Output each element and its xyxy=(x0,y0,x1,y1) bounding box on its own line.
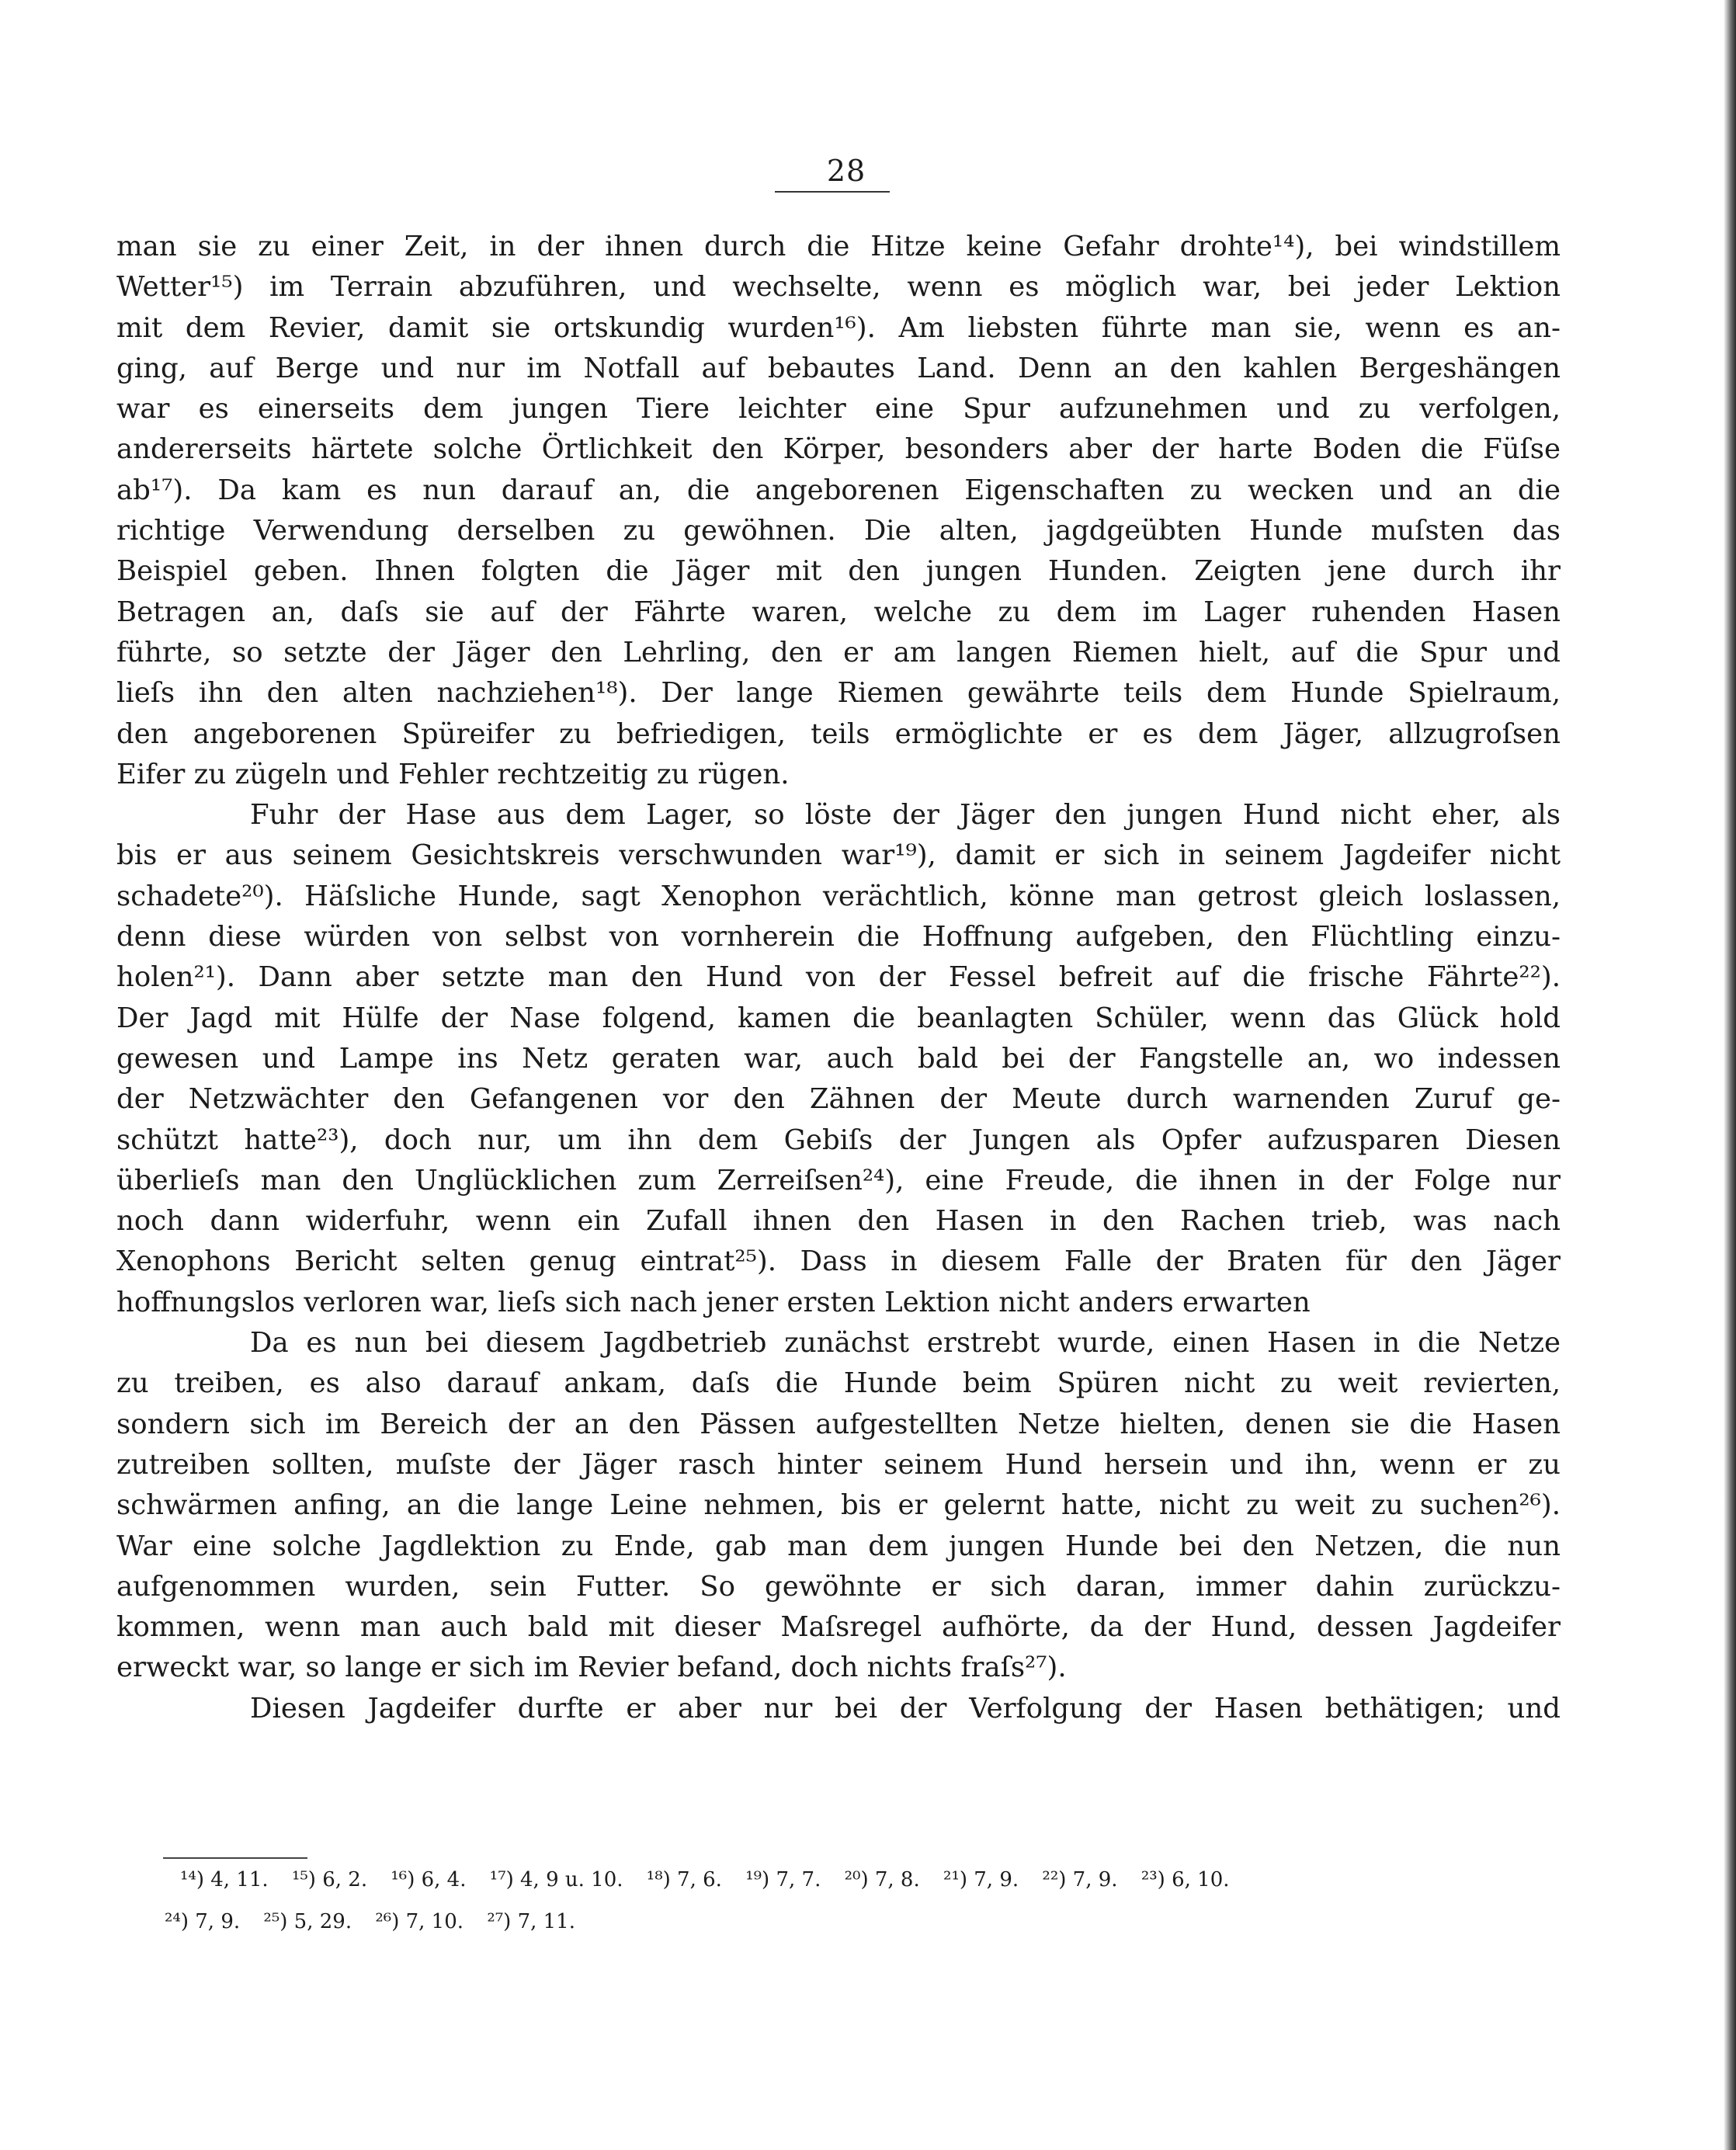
footnotes xyxy=(165,1859,1561,1943)
footnote: ¹⁴) 4, 11. xyxy=(180,1868,269,1891)
text-line: Diesen Jagdeifer durfte er aber nur bei der Verfolgung der Hasen bethätigen; und xyxy=(250,1692,1561,1725)
text-line: zu treiben, es also darauf ankam, daſs die Hunde beim Spüren nicht zu weit revierten, xyxy=(116,1367,1561,1400)
footnote: ²⁰) 7, 8. xyxy=(844,1868,920,1891)
text-line: den angeborenen Spüreifer zu befriedigen, teils ermöglichte er es dem Jäger, allzugroſsen xyxy=(116,717,1561,750)
text-line: überlieſs man den Unglücklichen zum Zerreiſsen²⁴), eine Freude, die ihnen in der Folge nur xyxy=(116,1164,1561,1197)
text-line: Wetter¹⁵) im Terrain abzuführen, und wechselte, wenn es möglich war, bei jeder Lektion xyxy=(116,271,1561,304)
text-line: schwärmen anfing, an die lange Leine nehmen, bis er gelernt hatte, nicht zu weit zu suchen²⁶). xyxy=(116,1489,1561,1522)
footnote: ¹⁸) 7, 6. xyxy=(646,1868,722,1891)
text-line: hoffnungslos verloren war, lieſs sich nach jener ersten Lektion nicht anders erwarten xyxy=(116,1286,1311,1318)
footnote: ²⁶) 7, 10. xyxy=(375,1910,464,1933)
footnote: ¹⁹) 7, 7. xyxy=(745,1868,821,1891)
text-line: erweckt war, so lange er sich im Revier befand, doch nichts fraſs²⁷). xyxy=(116,1652,1067,1684)
footnote: ¹⁵) 6, 2. xyxy=(291,1868,368,1891)
text-line: Da es nun bei diesem Jagdbetrieb zunächst erstrebt wurde, einen Hasen in die Netze xyxy=(250,1327,1561,1360)
text-line: aufgenommen wurden, sein Futter. So gewöhnte er sich daran, immer dahin zurückzu- xyxy=(116,1570,1561,1603)
footnote: ¹⁶) 6, 4. xyxy=(391,1868,467,1891)
text-line: holen²¹). Dann aber setzte man den Hund von der Fessel befreit auf die frische Fährte²²). xyxy=(116,961,1561,994)
text-line: Fuhr der Hase aus dem Lager, so löste der Jäger den jungen Hund nicht eher, als xyxy=(250,799,1561,832)
footnote: ²⁵) 5, 29. xyxy=(263,1910,352,1933)
footnote-line xyxy=(180,1859,1561,1901)
text-line: sondern sich im Bereich der an den Pässen aufgestellten Netze hielten, denen sie die Hasen xyxy=(116,1408,1561,1440)
text-line: führte, so setzte der Jäger den Lehrling, den er am langen Riemen hielt, auf die Spur und xyxy=(116,636,1561,669)
text-line: zutreiben sollten, muſste der Jäger rasch hinter seinem Hund hersein und ihn, wenn er zu xyxy=(116,1448,1561,1481)
text-line: richtige Verwendung derselben zu gewöhnen. Die alten, jagdgeübten Hunde muſsten das xyxy=(116,515,1561,547)
footnote: ¹⁷) 4, 9 u. 10. xyxy=(489,1868,623,1891)
text-line: ab¹⁷). Da kam es nun darauf an, die angeborenen Eigenschaften zu wecken und an die xyxy=(116,474,1561,506)
page-edge-shadow xyxy=(1724,0,1736,2150)
text-line: kommen, wenn man auch bald mit dieser Maſsregel aufhörte, da der Hund, dessen Jagdeifer xyxy=(116,1611,1561,1644)
text-line: denn diese würden von selbst von vornherein die Hoffnung aufgeben, den Flüchtling einzu- xyxy=(116,921,1561,953)
footnote: ²⁴) 7, 9. xyxy=(165,1910,241,1933)
page-number-rule xyxy=(775,191,890,193)
text-line: bis er aus seinem Gesichtskreis verschwunden war¹⁹), damit er sich in seinem Jagdeifer nicht xyxy=(116,839,1561,872)
text-line: Beispiel geben. Ihnen folgten die Jäger mit den jungen Hunden. Zeigten jene durch ihr xyxy=(116,555,1561,588)
text-line: andererseits härtete solche Örtlichkeit den Körper, besonders aber der harte Boden die Füſse xyxy=(116,433,1561,466)
text-line: gewesen und Lampe ins Netz geraten war, auch bald bei der Fangstelle an, wo indessen xyxy=(116,1042,1561,1075)
body-text xyxy=(116,227,1561,1729)
page-number: 28 xyxy=(826,154,866,188)
text-line: Betragen an, daſs sie auf der Fährte waren, welche zu dem im Lager ruhenden Hasen xyxy=(116,596,1561,628)
text-line: schützt hatte²³), doch nur, um ihn dem Gebiſs der Jungen als Opfer aufzusparen Diesen xyxy=(116,1124,1561,1156)
footnote: ²⁷) 7, 11. xyxy=(487,1910,575,1933)
text-line: war es einerseits dem jungen Tiere leichter eine Spur aufzunehmen und zu verfolgen, xyxy=(116,393,1561,425)
footnote-line xyxy=(165,1901,1561,1943)
text-line: Der Jagd mit Hülfe der Nase folgend, kamen die beanlagten Schüler, wenn das Glück hold xyxy=(116,1002,1561,1034)
text-line: der Netzwächter den Gefangenen vor den Zähnen der Meute durch warnenden Zuruf ge- xyxy=(116,1083,1561,1116)
footnote: ²²) 7, 9. xyxy=(1042,1868,1118,1891)
footnote: ²³) 6, 10. xyxy=(1141,1868,1230,1891)
text-line: Eifer zu zügeln und Fehler rechtzeitig zu rügen. xyxy=(116,758,790,790)
footnote: ²¹) 7, 9. xyxy=(943,1868,1019,1891)
text-line: mit dem Revier, damit sie ortskundig wurden¹⁶). Am liebsten führte man sie, wenn es an- xyxy=(116,311,1561,344)
text-line: Xenophons Bericht selten genug eintrat²⁵). Dass in diesem Falle der Braten für den Jäger xyxy=(116,1245,1561,1278)
text-line: noch dann widerfuhr, wenn ein Zufall ihnen den Hasen in den Rachen trieb, was nach xyxy=(116,1205,1561,1238)
text-line: ging, auf Berge und nur im Notfall auf bebautes Land. Denn an den kahlen Bergeshängen xyxy=(116,352,1561,384)
text-line: War eine solche Jagdlektion zu Ende, gab man dem jungen Hunde bei den Netzen, die nun xyxy=(116,1530,1561,1562)
text-line: schadete²⁰). Häſsliche Hunde, sagt Xenophon verächtlich, könne man getrost gleich loslassen, xyxy=(116,880,1561,912)
text-line: lieſs ihn den alten nachziehen¹⁸). Der lange Riemen gewährte teils dem Hunde Spielraum, xyxy=(116,677,1561,710)
text-line: man sie zu einer Zeit, in der ihnen durch die Hitze keine Gefahr drohte¹⁴), bei windstillem xyxy=(116,231,1561,262)
